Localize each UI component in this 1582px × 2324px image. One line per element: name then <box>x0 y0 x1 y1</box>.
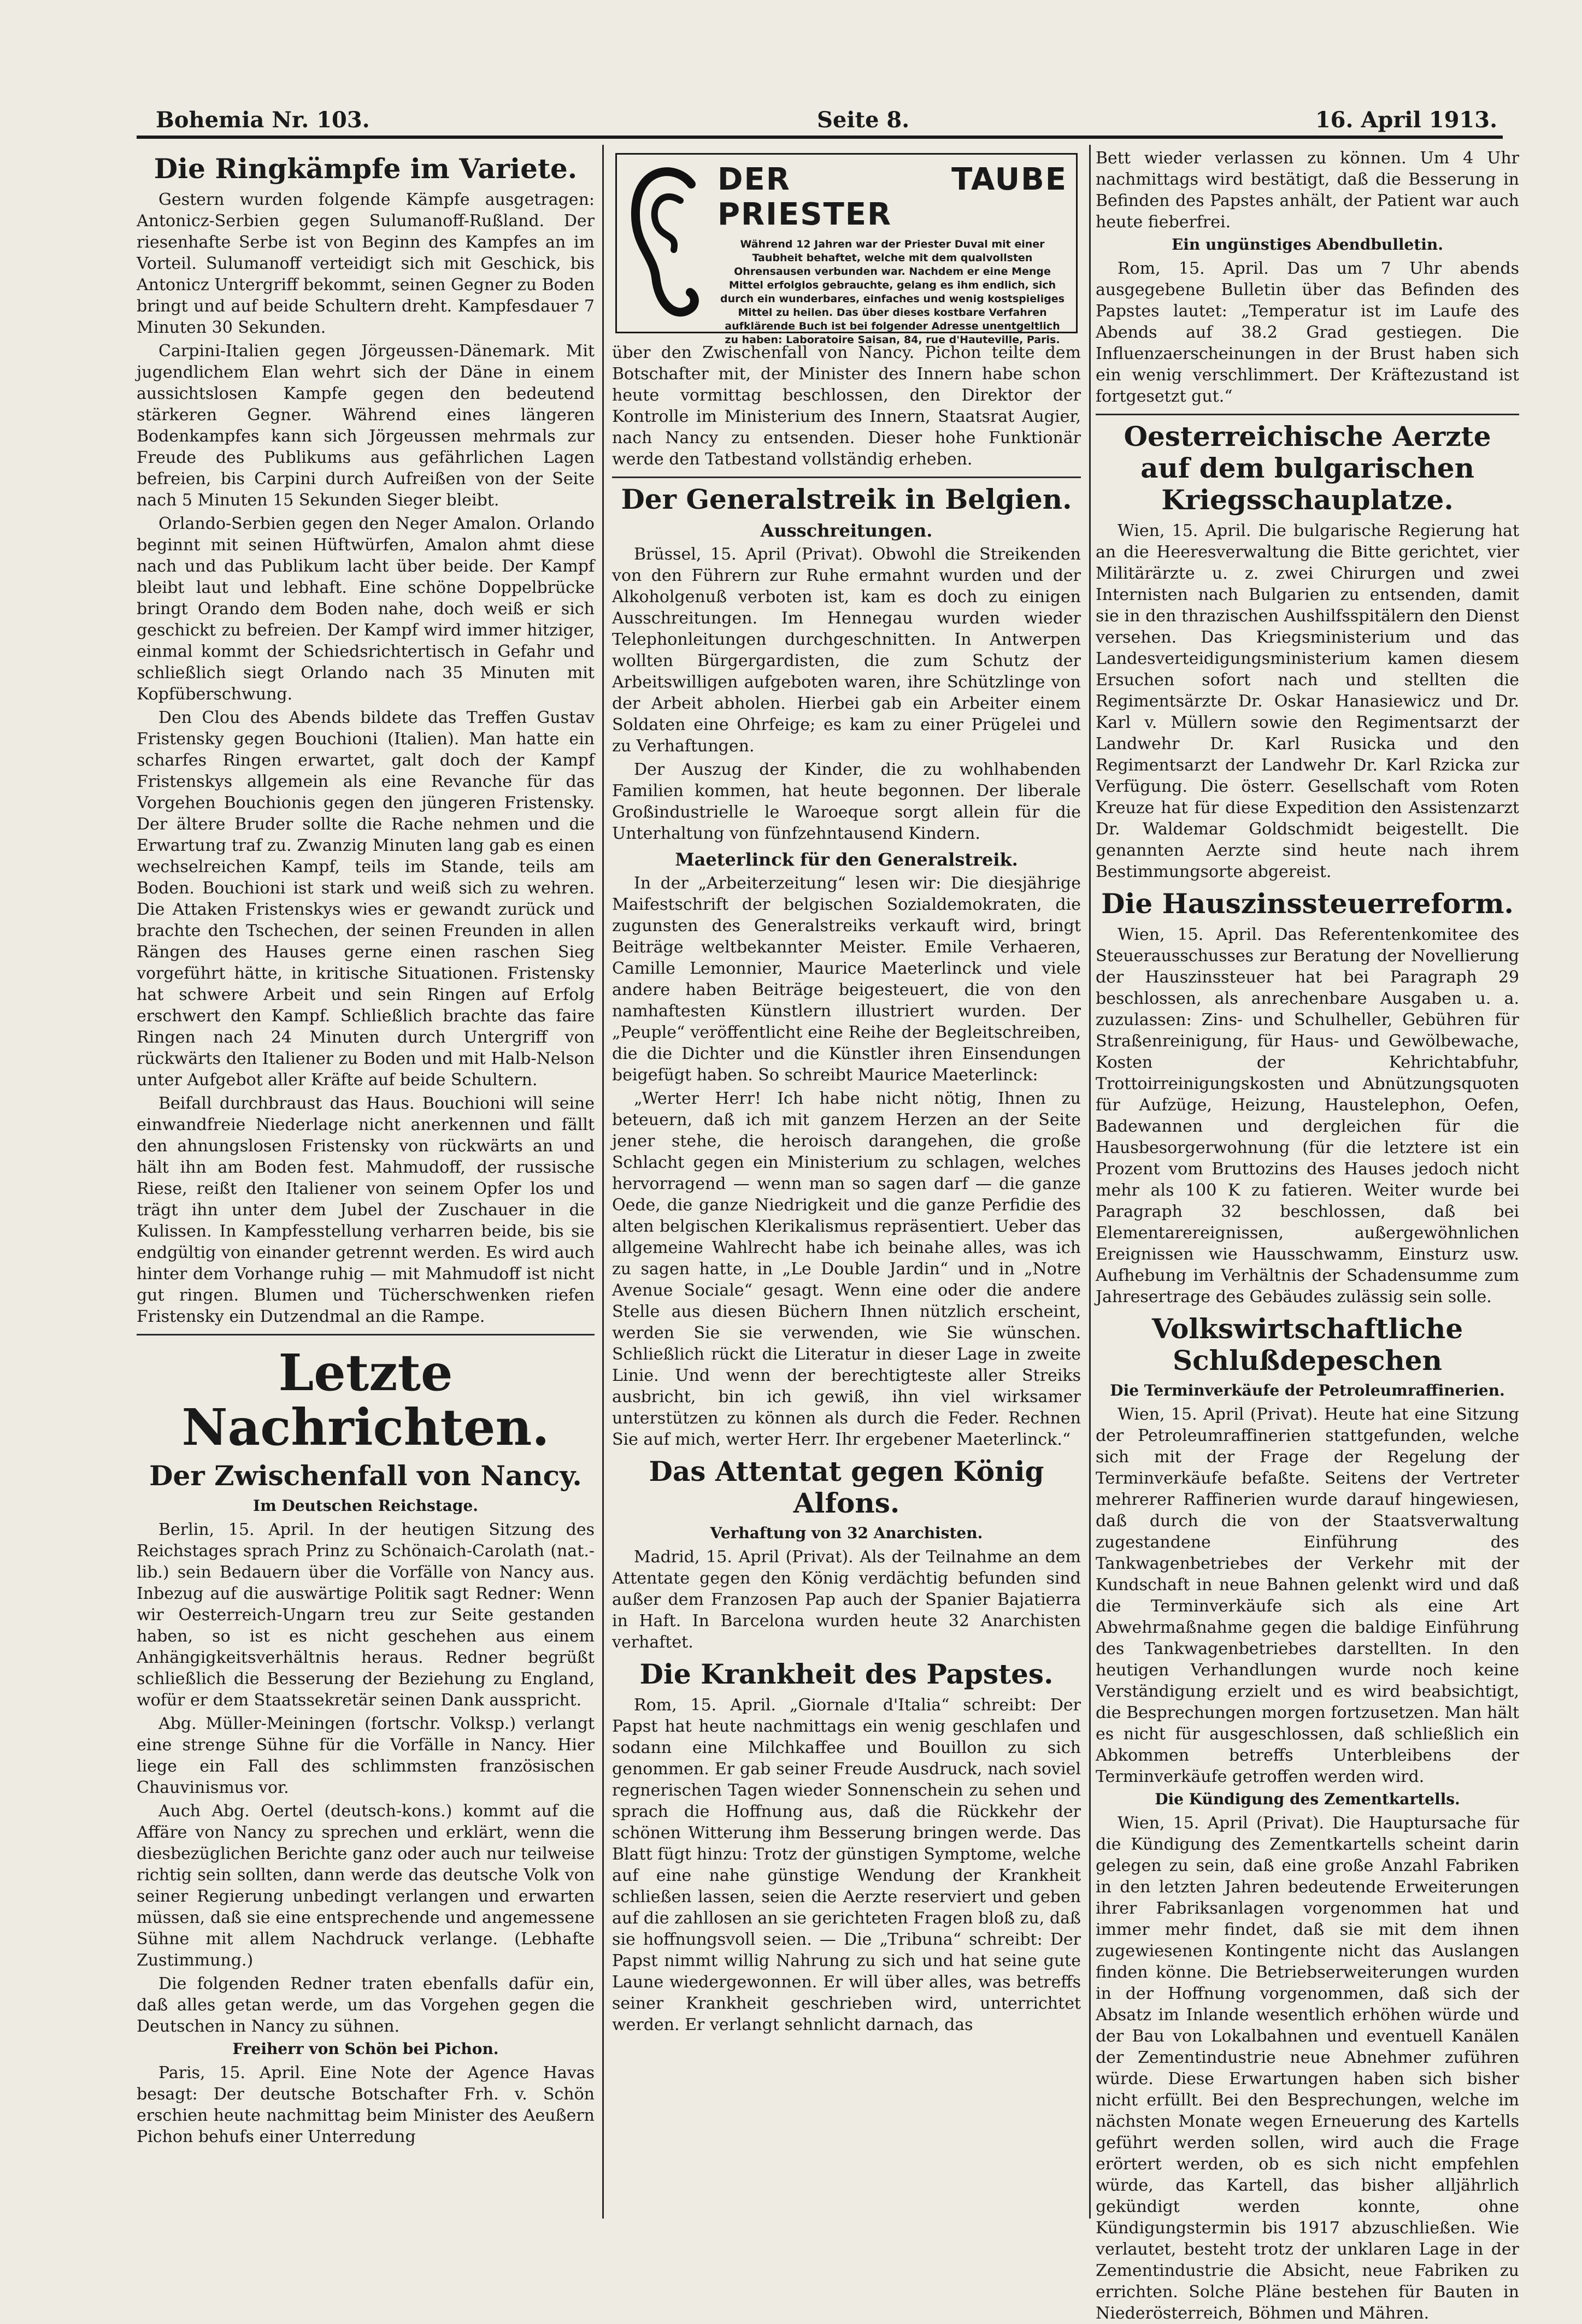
article-title: Volkswirtschaftliche Schlußdepeschen <box>1151 1313 1463 1376</box>
article-title: Die Krankheit des Papstes. <box>639 1658 1054 1690</box>
article-title: Der Generalstreik in Belgien. <box>621 483 1072 515</box>
column-1 <box>137 148 595 2224</box>
paragraph: Berlin, 15. April. In der heutigen Sitzung des Reichstages sprach Prinz zu Schönaich-Carolath (nat.-lib.) sein Bedauern über die Vorfälle von Nancy aus. Inbezug auf die auswärtige Politik sagt Redner: Wenn wir Oesterreich-Ungarn treu zur Seite gestanden haben, so ist es nicht geschehen aus einem Anhängigkeitsverhältnis heraus. Redner begrüßt schließlich die Besserung der Beziehung zu England, wofür er dem Staatssekretär seinen Dank ausspricht. <box>137 1520 595 1710</box>
paragraph: Wien, 15. April (Privat). Die Hauptursache für die Kündigung des Zementkartells scheint darin gelegen zu sein, daß eine große Anzahl Fabriken in den letzten Jahren bedeutende Erweiterungen ihrer Fabriksanlagen vorgenommen hat und immer mehr findet, daß sie mit dem ihnen zugewiesenen Kontingente nicht das Auslangen finden könne. Die Betriebserweiterungen wurden in der Hoffnung vorgenommen, daß sich der Absatz im Inlande wesentlich erhöhen würde und der Bau von Lokalbahnen und eventuell Kanälen der Zementindustrie neue Abnehmer zuführen würde. Diese Erwartungen haben sich bisher nicht erfüllt. Bei den Besprechungen, welche im nächsten Monate wegen Erneuerung des Kartells geführt werden sollen, wird auch die Frage erörtert werden, ob es sich nicht empfehlen würde, das Kartell, das bisher alljährlich gekündigt werden konnte, ohne Kündigungstermin bis 1917 abzuschließen. Wie verlautet, besteht trotz der unklaren Lage in der Zementindustrie die Absicht, neue Fabriken zu errichten. Solche Pläne bestehen für Bauten in Niederösterreich, Böhmen und Mähren. <box>1096 1814 1519 2323</box>
issue-date: 16. April 1913. <box>1315 107 1497 133</box>
paragraph: Orlando-Serbien gegen den Neger Amalon. Orlando beginnt mit seinen Hüftwürfen, Amalon ahmt diese nach und das Publikum lacht über beide. Der Kampf bleibt laut und lebhaft. Eine schöne Doppelbrücke bringt Orando dem Boden nahe, doch weiß er sich geschickt zu befreien. Der Kampf wird immer hitziger, einmal kommt der Schiedsrichtertisch in Gefahr und schließlich siegt Orlando nach 35 Minuten mit Kopfüberschwung. <box>137 514 595 704</box>
paragraph: Wien, 15. April. Die bulgarische Regierung hat an die Heeresverwaltung die Bitte gerichtet, vier Militärärzte u. z. zwei Chirurgen und zwei Internisten nach Bulgarien zu entsenden, damit sie in den thrazischen Aushilfsspitälern den Dienst versehen. Das Kriegsministerium und das Landesverteidigungsministerium kamen diesem Ersuchen sofort nach und stellten die Regimentsärzte Dr. Oskar Hanasiewicz und Dr. Karl v. Müllern sowie den Regimentsarzt der Landwehr Dr. Karl Rusicka und den Regimentsarzt der Landwehr Dr. Karl Rzicka zur Verfügung. Die österr. Gesellschaft vom Roten Kreuze hat für diese Expedition den Assistenzarzt Dr. Waldemar Goldschmidt beigestellt. Die genannten Aerzte sind heute nach ihrem Bestimmungsorte abgereist. <box>1096 521 1519 881</box>
paragraph: In der „Arbeiterzeitung“ lesen wir: Die diesjährige Maifestschrift der belgischen Sozialdemokraten, die zugunsten des Generalstreiks verkauft wird, bringt Beiträge weltbekannter Meister. Emile Verhaeren, Camille Lemonnier, Maurice Maeterlinck und viele andere haben Beiträge beigesteuert, die von den namhaftesten Künstlern illustriert wurden. Der „Peuple“ veröffentlicht eine Reihe der Begleitschreiben, die die Dichter und die Künstler ihren Einsendungen beigefügt haben. So schreibt Maurice Maeterlinck: <box>612 874 1081 1085</box>
article-subtitle: Die Kündigung des Zementkartells. <box>1155 1790 1460 1808</box>
article-subtitle: Ausschreitungen. <box>760 520 933 541</box>
paragraph: Madrid, 15. April (Privat). Als der Teilnahme an dem Attentate gegen den König verdächtig befunden sind außer dem Franzosen Pap auch der Spanier Bajatierra in Haft. In Barcelona wurden heute 32 Anarchisten verhaftet. <box>612 1548 1081 1652</box>
section-divider <box>612 476 1081 478</box>
article-subtitle: Die Terminverkäufe der Petroleumraffinerien. <box>1110 1381 1505 1399</box>
masthead <box>156 104 1497 137</box>
paragraph: Wien, 15. April. Das Referentenkomitee des Steuerausschusses zur Beratung der Novellierung der Hauszinssteuer hat bei Paragraph 29 beschlossen, als anrechenbare Ausgaben u. a. zuzulassen: Zins- und Schulheller, Gebühren für Straßenreinigung, für Haus- und Gewölbewache, Kosten der Kehrichtabfuhr, Trottoirreinigungskosten und Abnützungsquoten für Aufzüge, Heizung, Haustelephon, Oefen, Badewannen und dergleichen für die Hausbesorgerwohnung (für die letztere ist ein Prozent vom Bruttozins des Hauses jedoch nicht mehr als 100 K zu fatieren. Weiter wurde bei Paragraph 32 beschlossen, daß bei Elementarereignissen, außergewöhnlichen Ereignissen wie Hausschwamm, Einsturz usw. Aufhebung im Verhältnis der Schadensumme zum Jahresertrage des Gebäudes zulässig sein solle. <box>1096 925 1519 1307</box>
section-divider <box>137 1334 595 1335</box>
article-title: Der Zwischenfall von Nancy. <box>149 1460 582 1492</box>
article-title: Die Ringkämpfe im Variete. <box>154 152 578 185</box>
paragraph: Abg. Müller-Meiningen (fortschr. Volksp.) verlangt eine strenge Sühne für die Vorfälle in Nancy. Hier liege ein Fall des schlimmsten französischen Chauvinismus vor. <box>137 1714 595 1797</box>
section-title: Letzte Nachrichten. <box>181 1343 550 1457</box>
paragraph: Der Auszug der Kinder, die zu wohlhabenden Familien kommen, hat heute begonnen. Der liberale Großindustrielle le Waroeque sorgt allein für die Unterhaltung von fünfzehntausend Kindern. <box>612 760 1081 843</box>
section-divider <box>1096 414 1519 415</box>
page-number: Seite 8. <box>817 107 910 133</box>
paragraph: Brüssel, 15. April (Privat). Obwohl die Streikenden von den Führern zur Ruhe ermahnt wurden und der Alkoholgenuß verboten ist, kam es doch zu einigen Ausschreitungen. Im Hennegau wurden wieder Telephonleitungen durchgeschnitten. In Antwerpen wollten Bürgergardisten, die zum Schutz der Arbeitswilligen aufgeboten waren, ihre Schützlinge von der Arbeit abholen. Hierbei gab ein Arbeiter einem Soldaten eine Ohrfeige; es kam zu einer Prügelei und zu Verhaftungen. <box>612 545 1081 756</box>
article-title: Oesterreichische Aerzte auf dem bulgarischen Kriegsschauplatze. <box>1124 420 1491 516</box>
paragraph: Bett wieder verlassen zu können. Um 4 Uhr nachmittags wird bestätigt, daß die Besserung in Befinden des Papstes anhält, der Patient war auch heute fieberfrei. <box>1096 149 1519 232</box>
article-subtitle: Im Deutschen Reichstage. <box>252 1497 479 1515</box>
paragraph: über den Zwischenfall von Nancy. Pichon teilte dem Botschafter mit, der Minister des Innern habe schon heute vormittag beschlossen, den Direktor der Kontrolle im Ministerium des Innern, Staatsrat Augier, nach Nancy zu entsenden. Dieser hohe Funktionär werde den Tatbestand vollständig erheben. <box>612 343 1081 469</box>
article-subtitle: Maeterlinck für den Generalstreik. <box>675 849 1018 870</box>
paragraph: Carpini-Italien gegen Jörgeussen-Dänemark. Mit jugendlichem Elan wehrt sich der Däne in einem aussichtslosen Kampfe gegen den bedeutend stärkeren Gegner. Während eines längeren Bodenkampfes kann sich Jörgeussen mehrmals zur Freude des Publikums aus gefährlichen Lagen befreien, bis Carpini durch Aufreißen von der Seite nach 5 Minuten 15 Sekunden Sieger bleibt. <box>137 342 595 510</box>
column-divider <box>1089 145 1091 2219</box>
article-title: Das Attentat gegen König Alfons. <box>649 1455 1044 1519</box>
paragraph: Beifall durchbraust das Haus. Bouchioni will seine einwandfreie Niederlage nicht anerkennen und fällt den ahnungslosen Fristensky von rückwärts an und hält ihn am Boden fest. Mahmudoff, der russische Riese, reißt den Italiener von seinem Opfer los und trägt ihn unter dem Jubel der Zuschauer in die Kulissen. In Kampfesstellung verharren beide, bis sie endgültig von einander getrennt werden. Es wird auch hinter dem Vorhange ruhig — mit Mahmudoff ist nicht gut ringen. Blumen und Tücherschwenken riefen Fristensky ein Dutzendmal an die Rampe. <box>137 1094 595 1326</box>
paragraph: Gestern wurden folgende Kämpfe ausgetragen: Antonicz-Serbien gegen Sulumanoff-Rußland. Der riesenhafte Serbe ist von Beginn des Kampfes an im Vorteil. Sulumanoff verteidigt sich mit Geschick, bis Antonicz Untergriff bekommt, seinen Gegner zu Boden bringt und auf beide Schultern dreht. Kampfesdauer 7 Minuten 30 Sekunden. <box>137 190 595 337</box>
column-divider <box>602 145 604 2219</box>
paragraph: Auch Abg. Oertel (deutsch-kons.) kommt auf die Affäre von Nancy zu sprechen und erklärt, wenn die diesbezüglichen Berichte ganz oder auch nur teilweise richtig sein sollten, dann werde das deutsche Volk von seiner Regierung unbedingt verlangen und erwarten müssen, daß sie eine entsprechende und angemessene Sühne mit allem Nachdruck verlange. (Lebhafte Zustimmung.) <box>137 1802 595 1970</box>
ad-title: DER TAUBE PRIESTER <box>718 162 1067 232</box>
column-3 <box>1096 148 1519 2323</box>
column-2 <box>612 148 1081 2224</box>
ear-icon <box>626 162 708 321</box>
paragraph: Rom, 15. April. Das um 7 Uhr abends ausgegebene Bulletin über das Befinden des Papstes lautet: „Temperatur ist im Laufe des Abends auf 38.2 Grad gestiegen. Die Influenzaerscheinungen in der Brust haben sich ein wenig verschlimmert. Der Kräftezustand ist fortgesetzt gut.“ <box>1096 259 1519 406</box>
paragraph: „Werter Herr! Ich habe nicht nötig, Ihnen zu beteuern, daß ich mit ganzem Herzen an der Seite jener stehe, die heroisch darangehen, die große Schlacht gegen ein Ministerium zu schlagen, welches hervorragend — wenn man so sagen darf — die ganze Oede, die ganze Niedrigkeit und die ganze Perfidie des alten belgischen Klerikalismus repräsentiert. Ueber das allgemeine Wahlrecht habe ich beinahe alles, was ich zu sagen hatte, in „Le Double Jardin“ und in „Notre Avenue Sociale“ gesagt. Wenn eine oder die andere Stelle aus diesen Büchern Ihnen nützlich erscheint, werden Sie sie verwenden, wie Sie wünschen. Schließlich rückt die Literatur in dieser Lage in zweite Linie. Und wenn der berechtigteste aller Streiks ausbricht, bin ich gewiß, ihn viel wirksamer unterstützen zu können als durch die Feder. Rechnen Sie auf mich, werter Herr. Ihr ergebener Maeterlinck.“ <box>612 1089 1081 1449</box>
article-subtitle: Verhaftung von 32 Anarchisten. <box>710 1524 983 1542</box>
paragraph: Paris, 15. April. Eine Note der Agence Havas besagt: Der deutsche Botschafter Frh. v. Schön erschien heute nachmittag beim Minister des Aeußern Pichon behufs einer Unterredung <box>137 2063 595 2146</box>
paragraph: Wien, 15. April (Privat). Heute hat eine Sitzung der Petroleumraffinerien stattgefunden, welche sich mit der Frage der Regelung der Terminverkäufe befaßte. Seitens der Vertreter mehrerer Raffinerien wurde darauf hingewiesen, daß durch die von der Staatsverwaltung zugestandene Einführung des Tankwagenbetriebes der Verkehr mit der Kundschaft in neue Bahnen gelenkt wird und daß die Terminverkäufe sich als eine Art Abwehrmaßnahme gegen die baldige Einführung des Tankwagenbetriebes darstellten. In den heutigen Verhandlungen wurde noch keine Verständigung erzielt und es wird beabsichtigt, die Besprechungen morgen fortzusetzen. Man hält es nicht für ausgeschlossen, daß schließlich ein Abkommen betreffs Unterbleibens der Terminverkäufe getroffen werden wird. <box>1096 1405 1519 1786</box>
article-subtitle: Freiherr von Schön bei Pichon. <box>232 2040 499 2058</box>
article-subtitle: Ein ungünstiges Abendbulletin. <box>1171 236 1444 254</box>
paragraph: Rom, 15. April. „Giornale d'Italia“ schreibt: Der Papst hat heute nachmittags ein wenig geschlafen und sodann eine Milchkaffee und Bouillon zu sich genommen. Er gab seiner Freude Ausdruck, nach soviel regnerischen Tagen wieder Sonnenschein zu sehen und sprach die Hoffnung aus, daß die Rückkehr der schönen Witterung ihm Besserung bringen werde. Das Blatt fügt hinzu: Trotz der günstigen Symptome, welche auf eine nahe günstige Wendung der Krankheit schließen lassen, seien die Aerzte reserviert und geben auf die zahllosen an sie gerichteten Fragen bloß zu, daß sie hoffnungsvoll seien. — Die „Tribuna“ schreibt: Der Papst nimmt willig Nahrung zu sich und hat seine gute Laune wiedergewonnen. Er will über alles, was betreffs seiner Krankheit geschrieben wird, unterrichtet werden. Er verlangt sehnlicht darnach, das <box>612 1696 1081 2034</box>
paragraph: Die folgenden Redner traten ebenfalls dafür ein, daß alles getan werde, um das Vorgehen gegen die Deutschen in Nancy zu sühnen. <box>137 1974 595 2036</box>
ad-text: Während 12 Jahren war der Priester Duval mit einer Taubheit behaftet, welche mit dem qualvollsten Ohrensausen verbunden war. Nachdem er eine Menge Mittel erfolglos gebrauchte, gelang es ihm endlich, sich durch ein wunderbares, einfaches und wenig kostspieliges Mittel zu heilen. Das über dieses kostbare Verfahren aufklärende Buch ist bei folgender Adresse unentgeltlich zu haben: Laboratoire Saisan, 84, rue d'Hauteville, Paris. <box>720 238 1065 346</box>
masthead-rule <box>137 136 1503 139</box>
advertisement <box>615 153 1078 346</box>
ad-body <box>718 162 1067 347</box>
paper-issue: Bohemia Nr. 103. <box>156 107 370 133</box>
paragraph: Den Clou des Abends bildete das Treffen Gustav Fristensky gegen Bouchioni (Italien). Man hatte ein scharfes Ringen erwartet, galt doch der Kampf Fristenskys allgemein als eine Revanche für das Vorgehen Bouchionis gegen den jüngeren Fristensky. Der ältere Bruder sollte die Rache nehmen und die Erwartung traf zu. Zwanzig Minuten lang gab es einen wechselreichen Kampf, teils im Stande, teils am Boden. Bouchioni ist stark und weiß sich zu wehren. Die Attaken Fristenskys wies er gewandt zurück und brachte den Tschechen, der seinen Freunden in allen Rängen des Hauses gerne einen raschen Sieg vorgeführt hätte, in kritische Situationen. Fristensky hat schwere Arbeit und sein Ringen auf Erfolg erschwert den Kampf. Schließlich brachte das faire Ringen nach 24 Minuten durch Untergriff von rückwärts den Italiener zu Boden und mit Halb-Nelson unter Aufgebot aller Kräfte auf beide Schultern. <box>137 708 595 1090</box>
article-title: Die Hauszinssteuerreform. <box>1101 887 1514 920</box>
